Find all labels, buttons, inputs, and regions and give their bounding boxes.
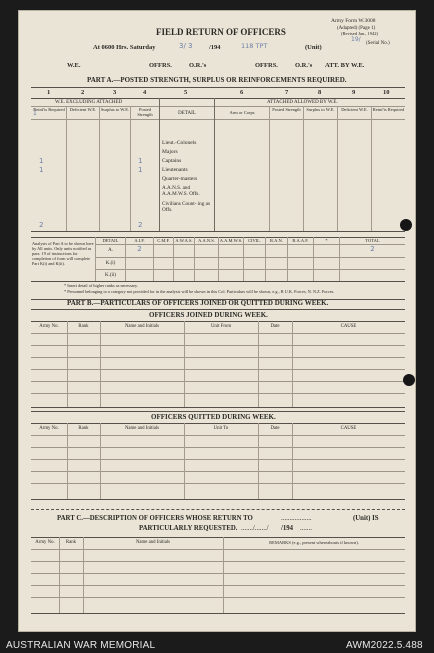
form-title: FIELD RETURN OF OFFICERS [156, 27, 286, 37]
part-b-heading: PART B.—PARTICULARS OF OFFICERS JOINED OR QUITTED DURING WEEK. [67, 299, 329, 307]
header-att-posted: Posted Strength [272, 107, 301, 112]
ors-att-label: O.R.'s [295, 62, 313, 69]
detail-majors: Majors [162, 149, 178, 155]
analysis-header-raaf: R.A.A.F. [292, 238, 309, 243]
col-number-8: 8 [318, 89, 322, 96]
joined-header-army-no: Army No. [39, 324, 59, 329]
col-number-2: 2 [81, 89, 85, 96]
part-c-heading-date: /194 [281, 525, 294, 532]
detail-lieut-colonels: Lieut.-Colonels [162, 140, 197, 146]
hand-col4-captains: 1 [138, 157, 143, 165]
joined-header-date: Date [270, 324, 280, 329]
quitted-title: OFFICERS QUITTED DURING WEEK. [151, 413, 276, 421]
quitted-header-rank: Rank [78, 426, 89, 431]
part-a-heading: PART A.—POSTED STRENGTH, SURPLUS OR REINFORCEMENTS REQUIRED. [87, 76, 347, 84]
hand-col1-lieutenants: 1 [39, 166, 44, 174]
footnote-1: * Insert detail of higher ranks as necessary. [64, 283, 138, 288]
col-number-6: 6 [240, 89, 244, 96]
quitted-header-army-no: Army No. [39, 426, 59, 431]
header-posted-strength: Posted Strength [137, 107, 153, 117]
army-form-number: Army Form W.3008 [331, 18, 376, 24]
adapted-label: (Adapted) (Page 1) [337, 26, 376, 31]
analysis-header-awas: A.W.A.S. [175, 238, 193, 243]
header-att-deficient: Deficient W.E. [341, 107, 368, 112]
col-number-4: 4 [143, 89, 147, 96]
footnote-2: * Personnel belonging to a category not provided for in the analysis will be shown in this Col. Particulars will be shown, e.g., R U.K. Forces, N. N.Z. Forces. [64, 289, 335, 294]
part-c-heading-2: PARTICULARLY REQUESTED. [139, 525, 238, 532]
hand-total-col1: 2 [39, 221, 44, 229]
analysis-row-ki: K.(i) [105, 261, 116, 266]
partc-header-remarks: REMARKS (e.g., present whereabouts if known). [269, 540, 359, 545]
form-page [18, 10, 416, 632]
quitted-header-name: Name and Initials [124, 426, 160, 431]
punch-hole-top [400, 219, 412, 231]
analysis-row-a: A. [108, 248, 113, 253]
we-excluding-attached: W.E. EXCLUDING ATTACHED [55, 100, 123, 105]
header-att-surplus: Surplus to W.E. [306, 107, 335, 112]
ors-label: O.R.'s [189, 62, 207, 69]
analysis-header-aans: A.A.N.S. [198, 238, 215, 243]
joined-header-name: Name and Initials [124, 324, 160, 329]
analysis-header-cmf: C.M.F. [157, 238, 170, 243]
we-label: W.E. [67, 62, 81, 69]
hand-col4-lieutenants: 1 [138, 166, 143, 174]
quitted-header-date: Date [270, 426, 280, 431]
analysis-header-aamws: A.A.M.W.S. [219, 238, 243, 243]
footer-institution: AUSTRALIAN WAR MEMORIAL [6, 640, 156, 651]
joined-title: OFFICERS JOINED DURING WEEK. [149, 311, 268, 319]
header-detail: DETAIL [178, 111, 196, 116]
col-number-9: 9 [352, 89, 356, 96]
detail-lieutenants: Lieutenants [162, 167, 188, 173]
serial-label: (Serial No.) [366, 41, 390, 46]
part-c-date-dots: ......./......./ [241, 525, 269, 532]
attached-allowed: ATTACHED ALLOWED BY W.E. [267, 100, 338, 105]
quitted-header-cause: CAUSE [340, 426, 357, 431]
analysis-header-aif: A.I.F. [134, 238, 145, 243]
header-deficient: Deficient W.E. [69, 107, 97, 112]
footer-accession-number: AWM2022.5.488 [346, 640, 423, 651]
header-att-reinf: Reinf'ts Required [372, 107, 405, 112]
detail-quartermasters: Quarter-masters [162, 176, 198, 182]
year-fragment: /194 [209, 44, 221, 51]
analysis-header-total: TOTAL [365, 238, 380, 243]
date-handwritten: 3/ 3 [179, 42, 193, 50]
joined-header-rank: Rank [78, 324, 89, 329]
revised-label: (Revised Jan., 1942) [341, 31, 378, 36]
detail-aans: A.A.N.S. and A.A.M.W.S. Offs. [162, 185, 200, 197]
part-c-dots: .................. [281, 515, 312, 522]
analysis-header-detail: DETAIL [102, 238, 119, 243]
col-number-1: 1 [47, 89, 51, 96]
header-arm-corps: Arm or Corps [229, 110, 255, 115]
analysis-header-ran: R.A.N. [270, 238, 283, 243]
col-number-7: 7 [285, 89, 289, 96]
analysis-header-civil: CIVIL. [247, 238, 262, 243]
detail-captains: Captains [162, 158, 182, 164]
col-number-10: 10 [383, 89, 390, 96]
offrs-label: OFFRS. [149, 62, 172, 69]
hand-total-col4: 2 [138, 221, 143, 229]
hand-col1-captains: 1 [39, 157, 44, 165]
offrs-att-label: OFFRS. [255, 62, 278, 69]
unit-handwritten: 118 TPT [241, 42, 268, 50]
partc-header-army-no: Army No. [35, 540, 55, 545]
partc-header-name: Name and Initials [135, 540, 171, 545]
header-reinf-required: Reinf'ts Required [33, 107, 65, 112]
part-c-heading-1: PART C.—DESCRIPTION OF OFFICERS WHOSE RETURN TO [57, 515, 253, 522]
analysis-note: Analysis of Part A to be shown here by All units. Only units notified as para. 19 of instructions for completion of form will complete Part K(i) and K(ii). [32, 241, 94, 266]
col-number-3: 3 [113, 89, 117, 96]
partc-header-rank: Rank [65, 540, 77, 545]
quitted-header-unit-to: Unit To [213, 426, 229, 431]
punch-hole-bottom [403, 374, 415, 386]
serial-handwritten: 19/ [351, 36, 361, 43]
analysis-hand-total: 2 [370, 245, 375, 253]
header-surplus: Surplus to W.E. [100, 107, 130, 112]
col-number-5: 5 [184, 89, 188, 96]
at-line: At 0600 Hrs. Saturday [93, 44, 156, 51]
analysis-hand-aif: 2 [137, 245, 142, 253]
hand-mark: 1 [33, 110, 37, 117]
analysis-row-kii: K.(ii) [105, 273, 116, 278]
part-c-year-dots: ....... [300, 525, 312, 532]
joined-header-cause: CAUSE [340, 324, 357, 329]
joined-header-unit-from: Unit From [210, 324, 232, 329]
unit-label: (Unit) [305, 44, 322, 51]
detail-civilians: Civilians Count- ing as Offs. [162, 201, 210, 213]
att-by-we-label: ATT. BY W.E. [325, 62, 365, 69]
part-c-heading-unit: (Unit) IS [353, 515, 379, 522]
analysis-header-other: * [325, 238, 328, 243]
